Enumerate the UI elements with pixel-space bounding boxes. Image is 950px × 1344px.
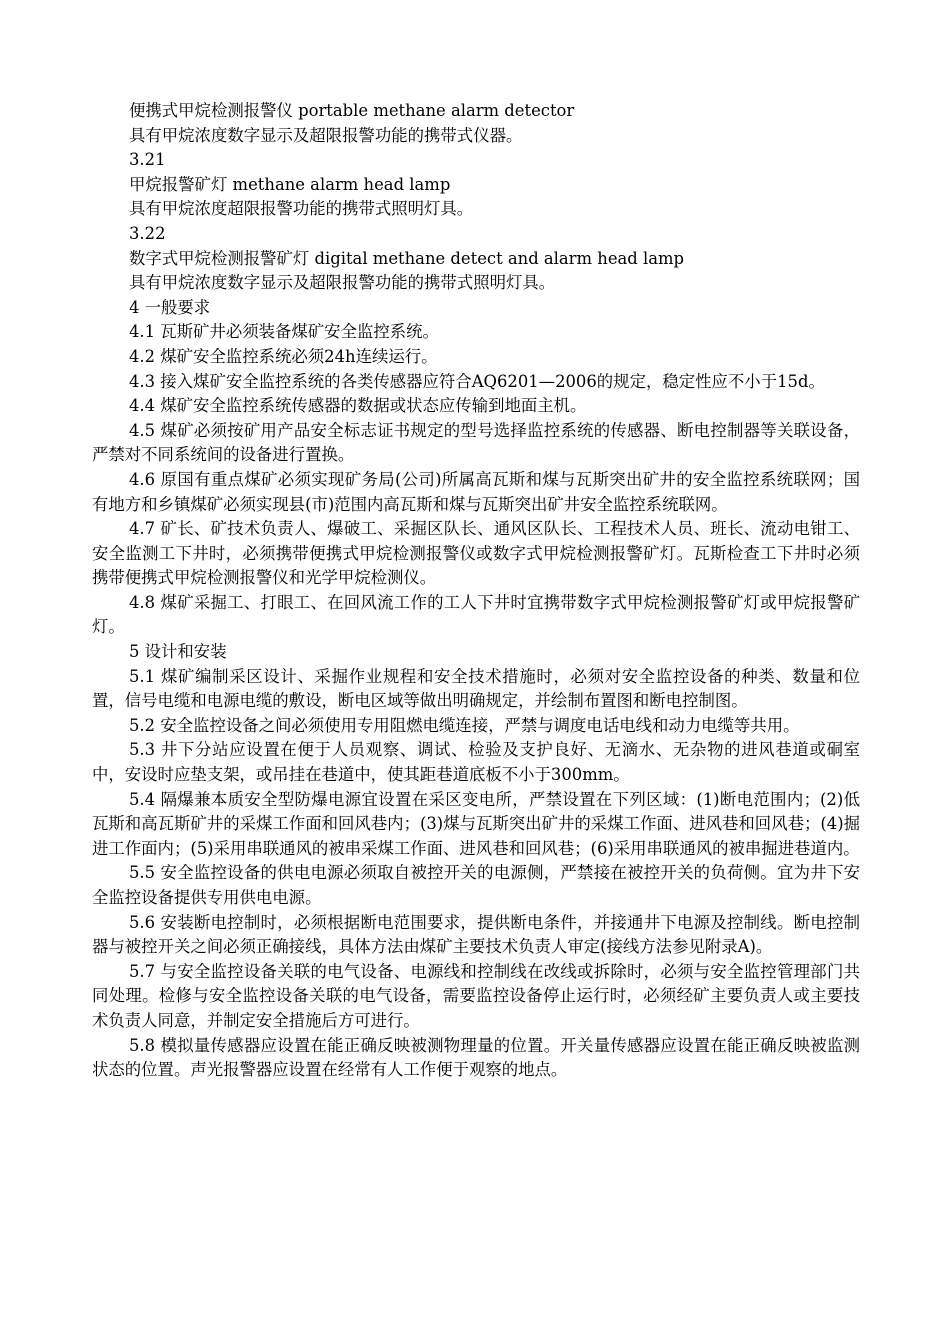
clause-number-3-22: 3.22 bbox=[129, 223, 166, 243]
clause-4-3: 4.3 接入煤矿安全监控系统的各类传感器应符合AQ6201—2006的规定，稳定性应不小于15d。 bbox=[129, 371, 825, 391]
clause-4-6: 4.6 原国有重点煤矿必须实现矿务局(公司)所属高瓦斯和煤与瓦斯突出矿井的安全监控系统联网；国有地方和乡镇煤矿必须实现县(市)范围内高瓦斯和煤与瓦斯突出矿井安全监控系统联网。 bbox=[92, 469, 860, 514]
clause-5-4: 5.4 隔爆兼本质安全型防爆电源宜设置在采区变电所，严禁设置在下列区域：(1)断电范围内；(2)低瓦斯和高瓦斯矿井的采煤工作面和回风巷内；(3)煤与瓦斯突出矿井的采煤工作面、进风巷和回风巷；(4)掘进工作面内；(5)采用串联通风的被串采煤工作面、进风巷和回风巷；(6)采用串联通风的被串掘进巷道内。 bbox=[92, 789, 860, 858]
clause-5-7: 5.7 与安全监控设备关联的电气设备、电源线和控制线在改线或拆除时，必须与安全监控管理部门共同处理。检修与安全监控设备关联的电气设备，需要监控设备停止运行时，必须经矿主要负责人或主要技术负责人同意，并制定安全措施后方可进行。 bbox=[92, 961, 860, 1030]
clause-5-3: 5.3 井下分站应设置在便于人员观察、调试、检验及支护良好、无滴水、无杂物的进风巷道或硐室中，安设时应垫支架，或吊挂在巷道中，使其距巷道底板不小于300mm。 bbox=[92, 740, 860, 785]
definition-digital-methane-detect-alarm-head-lamp: 具有甲烷浓度数字显示及超限报警功能的携带式照明灯具。 bbox=[129, 273, 556, 293]
section-heading-5: 5 设计和安装 bbox=[129, 642, 227, 662]
clause-4-8: 4.8 煤矿采掘工、打眼工、在回风流工作的工人下井时宜携带数字式甲烷检测报警矿灯或甲烷报警矿灯。 bbox=[92, 592, 860, 637]
clause-5-6: 5.6 安装断电控制时，必须根据断电范围要求，提供断电条件，并接通井下电源及控制线。断电控制器与被控开关之间必须正确接线，具体方法由煤矿主要技术负责人审定(接线方法参见附录A)。 bbox=[92, 912, 860, 957]
clause-5-8: 5.8 模拟量传感器应设置在能正确反映被测物理量的位置。开关量传感器应设置在能正确反映被监测状态的位置。声光报警器应设置在经常有人工作便于观察的地点。 bbox=[92, 1035, 860, 1080]
clause-4-5: 4.5 煤矿必须按矿用产品安全标志证书规定的型号选择监控系统的传感器、断电控制器等关联设备，严禁对不同系统间的设备进行置换。 bbox=[92, 420, 860, 465]
clause-4-4: 4.4 煤矿安全监控系统传感器的数据或状态应传输到地面主机。 bbox=[129, 396, 587, 416]
clause-4-7: 4.7 矿长、矿技术负责人、爆破工、采掘区队长、通风区队长、工程技术人员、班长、流动电钳工、安全监测工下井时，必须携带便携式甲烷检测报警仪或数字式甲烷检测报警矿灯。瓦斯检查工下井时必须携带便携式甲烷检测报警仪和光学甲烷检测仪。 bbox=[92, 519, 860, 588]
clause-number-3-21: 3.21 bbox=[129, 150, 166, 170]
clause-4-1: 4.1 瓦斯矿井必须装备煤矿安全监控系统。 bbox=[129, 322, 439, 342]
document-body bbox=[92, 99, 860, 1083]
clause-4-2: 4.2 煤矿安全监控系统必须24h连续运行。 bbox=[129, 346, 438, 366]
section-heading-4: 4 一般要求 bbox=[129, 297, 211, 317]
clause-5-5: 5.5 安全监控设备的供电电源必须取自被控开关的电源侧，严禁接在被控开关的负荷侧。宜为井下安全监控设备提供专用供电电源。 bbox=[92, 863, 860, 907]
term-portable-methane-alarm-detector: 便携式甲烷检测报警仪 portable methane alarm detector bbox=[129, 101, 575, 120]
term-digital-methane-detect-alarm-head-lamp: 数字式甲烷检测报警矿灯 digital methane detect and alarm head lamp bbox=[129, 248, 685, 268]
clause-5-1: 5.1 煤矿编制采区设计、采掘作业规程和安全技术措施时，必须对安全监控设备的种类、数量和位置，信号电缆和电源电缆的敷设，断电区域等做出明确规定，并绘制布置图和断电控制图。 bbox=[92, 666, 860, 711]
definition-portable-methane-alarm-detector: 具有甲烷浓度数字显示及超限报警功能的携带式仪器。 bbox=[129, 125, 523, 145]
definition-methane-alarm-head-lamp: 具有甲烷浓度超限报警功能的携带式照明灯具。 bbox=[129, 199, 474, 219]
term-methane-alarm-head-lamp: 甲烷报警矿灯 methane alarm head lamp bbox=[129, 174, 451, 194]
clause-5-2: 5.2 安全监控设备之间必须使用专用阻燃电缆连接，严禁与调度电话电线和动力电缆等共用。 bbox=[129, 715, 800, 735]
